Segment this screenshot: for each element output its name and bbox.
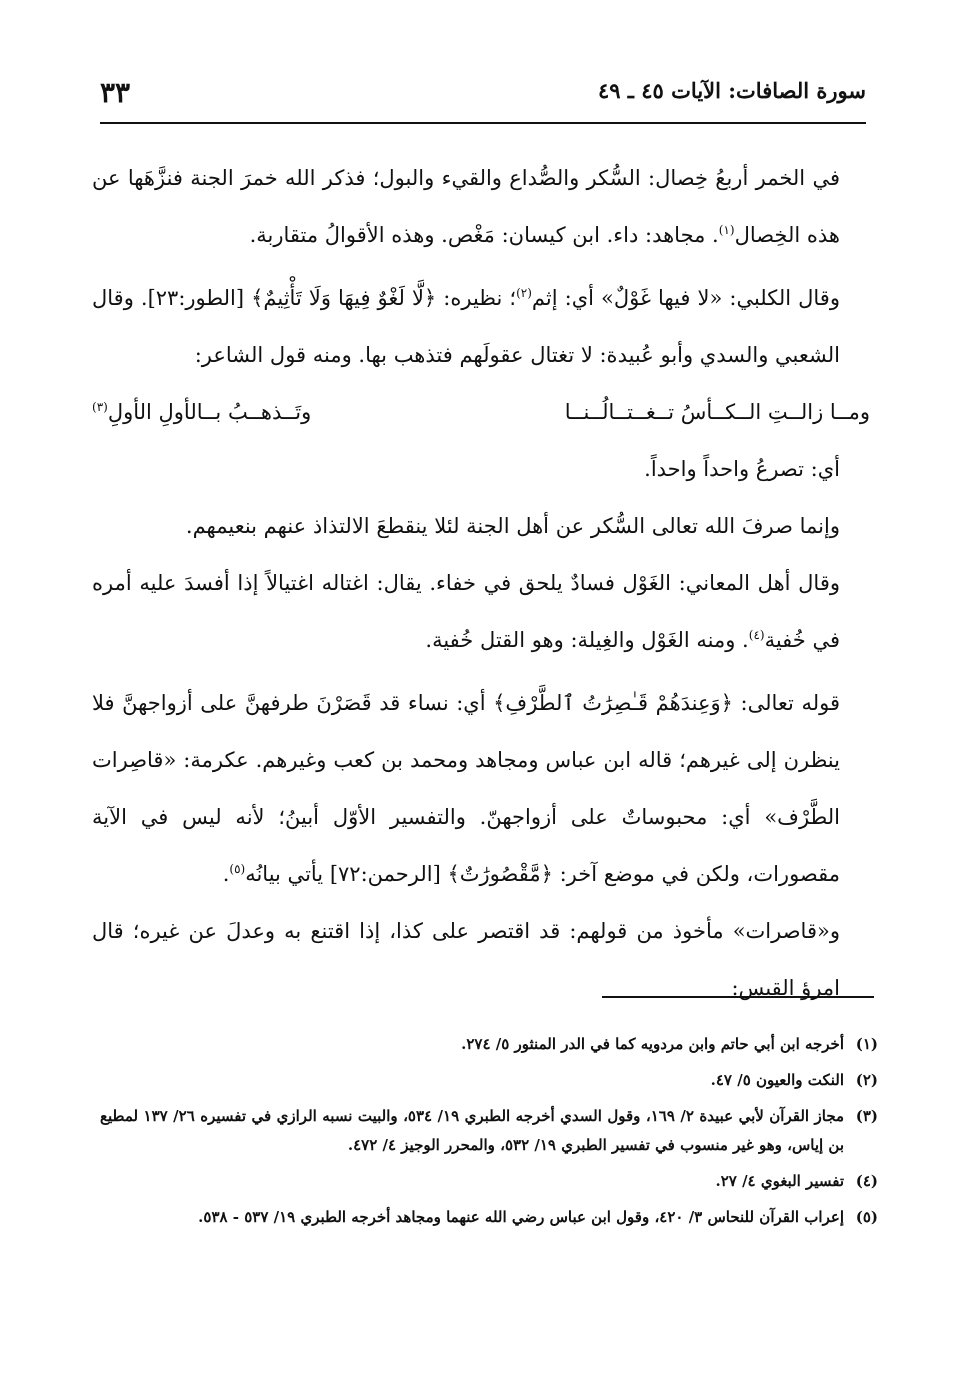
footnotes (100, 1030, 878, 1239)
poem-verse (92, 384, 870, 441)
footnote (100, 1167, 878, 1196)
page-number: ٣٣ (100, 76, 131, 109)
footnote-ref[interactable]: (٣) (92, 400, 108, 414)
main-text (92, 150, 870, 1017)
footnote-number: (٣) (855, 1107, 878, 1125)
footnote-ref[interactable]: (١) (718, 223, 735, 237)
footnote (100, 1203, 878, 1232)
footnote (100, 1066, 878, 1095)
page-header (100, 76, 866, 124)
footnote (100, 1102, 878, 1160)
paragraph: وقال الكلبي: «لا فيها غَوْلٌ» أي: إثم$^{(٢)}$؛ نظيره: ﴿لَّا لَغْوٌ فِيهَا وَلَا تَأْثِيمٌ﴾ [الطور:٢٣]. وقال الشعبي والسدي وأبو عُبيدة: لا تغتال عقولَهم فتذهب بها. ومنه قول الشاعر: (92, 286, 840, 367)
paragraph: وقال أهل المعاني: الغَوْل فسادٌ يلحق في خفاء. يقال: اغتاله اغتيالاً إذا أفسدَ عليه أمره في خُفية$^{(٤)}$. ومنه الغَوْل والغِيلة: وهو القتل خُفية. (92, 571, 840, 652)
footnote-number: (١) (855, 1035, 878, 1053)
paragraph: أي: تصرعُ واحداً واحداً. (644, 457, 840, 481)
footnote-number: (٤) (855, 1172, 878, 1190)
footnote-ref[interactable]: (٤) (748, 628, 765, 642)
footnote-ref[interactable]: (٥) (229, 862, 246, 876)
footnote-ref[interactable]: (٢) (516, 286, 532, 300)
poem-second-hemistich: وتَــذهــبُ بــالأولِ الأولِ$^{(٣)}$ (92, 400, 312, 424)
paragraph: في الخمر أربعُ خِصال: السُّكر والصُّداع والقيء والبول؛ فذكر الله خمرَ الجنة فنزَّهَها عن هذه الخِصال$^{(١)}$. مجاهد: داء. ابن كيسان: مَغْص. وهذه الأقوالُ متقاربة. (92, 166, 840, 247)
footnote-number: (٥) (855, 1208, 878, 1226)
footnote (100, 1030, 878, 1059)
footnote-text: مجاز القرآن لأبي عبيدة ٢/ ١٦٩، وقول السدي أخرجه الطبري ١٩/ ٥٣٤، والبيت نسبه الرازي في تفسيره ٢٦/ ١٣٧ لمطيع بن إياس، وهو غير منسوب في تفسير الطبري ١٩/ ٥٣٢، والمحرر الوجيز ٤/ ٤٧٢. (100, 1107, 845, 1154)
paragraph: و«قاصرات» مأخوذ من قولهم: قد اقتصر على كذا، إذا اقتنع به وعدلَ عن غيره؛ قال امرؤ القيس: (92, 919, 840, 1000)
footnote-number: (٢) (855, 1071, 878, 1089)
running-title: سورة الصافات: الآيات ٤٥ ـ ٤٩ (597, 78, 866, 103)
footnote-text: أخرجه ابن أبي حاتم وابن مردويه كما في الدر المنثور ٥/ ٢٧٤. (461, 1035, 844, 1053)
footnote-text: تفسير البغوي ٤/ ٢٧. (715, 1172, 844, 1190)
paragraph: قوله تعالى: ﴿وَعِندَهُمْ قَـٰصِرَٰتُ ٱلطَّرْفِ﴾ أي: نساء قد قَصَرْنَ طرفهنَّ على أزواجهنَّ فلا ينظرن إلى غيرهم؛ قاله ابن عباس ومجاهد ومحمد بن كعب وغيرهم. عكرمة: «قاصِرات الطَّرْف» أي: محبوساتٌ على أزواجهنّ. والتفسير الأوّل أبينُ؛ لأنه ليس في الآية مقصورات، ولكن في موضع آخر: ﴿مَّقْصُورَٰتٌ﴾ [الرحمن:٧٢] يأتي بيانُه$^{(٥)}$. (92, 691, 840, 886)
footnote-text: إعراب القرآن للنحاس ٣/ ٤٢٠، وقول ابن عباس رضي الله عنهما ومجاهد أخرجه الطبري ١٩/ ٥٣٧ - ٥٣٨. (198, 1208, 844, 1226)
footnote-separator (602, 996, 874, 998)
footnote-text: النكت والعيون ٥/ ٤٧. (710, 1071, 844, 1089)
paragraph: وإنما صرفَ الله تعالى السُّكر عن أهل الجنة لئلا ينقطعَ الالتذاذ عنهم بنعيمهم. (185, 514, 840, 538)
poem-first-hemistich: ومــا زالــتِ الــكــأسُ تــغــتــالُــنــا (564, 400, 870, 424)
